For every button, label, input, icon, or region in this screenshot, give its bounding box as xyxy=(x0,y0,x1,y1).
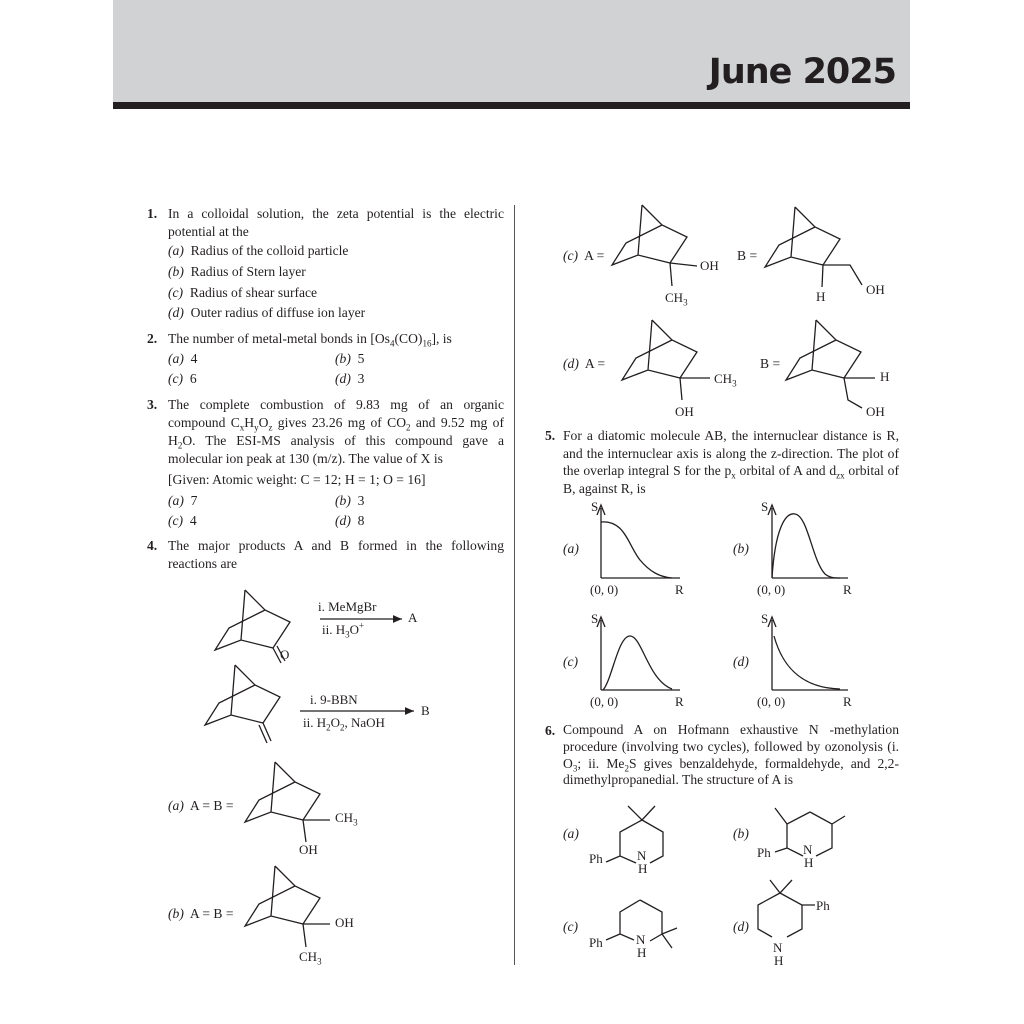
hydrogen-label: H xyxy=(638,861,648,876)
option-a: (a) xyxy=(563,541,579,556)
substituent: $CH_3$ xyxy=(665,290,688,308)
option-a-structure xyxy=(245,762,330,842)
option-c-b-label: B = xyxy=(737,248,758,263)
option-d: (d) xyxy=(733,919,749,934)
option-c: (c) Radius of shear surface xyxy=(168,285,318,300)
option-a: (a) A = B = xyxy=(168,798,234,813)
nitrogen-label: N xyxy=(773,940,783,955)
curve-b xyxy=(772,514,840,578)
nitrogen-label: N xyxy=(637,848,647,863)
substituent: OH xyxy=(675,404,694,419)
question-number: 2. xyxy=(147,331,158,346)
substituent: OH xyxy=(299,842,318,857)
option-a: (a) 4 xyxy=(168,351,198,366)
question-number: 1. xyxy=(147,206,158,221)
carbonyl-oxygen: O xyxy=(280,647,290,662)
reagent-2-below: ii. $H_2O_2$, NaOH xyxy=(303,715,385,733)
question-text: The number of metal-metal bonds in $[Os_4(CO)_{16}]$, is xyxy=(168,331,452,349)
plot-b xyxy=(768,505,848,578)
reagent-1-below: ii. $H_3O^+$ xyxy=(322,620,365,640)
reagent-2-above: i. 9-BBN xyxy=(310,692,358,707)
plot-d xyxy=(768,617,848,690)
curve-a xyxy=(601,522,672,578)
option-c: (c) xyxy=(563,919,579,934)
page-title: June 2025 xyxy=(708,52,896,92)
given-data: [Given: Atomic weight: C = 12; H = 1; O = 16] xyxy=(168,472,426,487)
question-number: 5. xyxy=(545,428,556,443)
option-c: (c) xyxy=(563,654,579,669)
substituent: $CH_3$ xyxy=(714,371,737,389)
option-b: (b) xyxy=(733,826,749,841)
question-number: 3. xyxy=(147,397,158,412)
phenyl-label: Ph xyxy=(589,935,603,950)
curve-d xyxy=(774,636,840,689)
axis-label-r: R xyxy=(843,582,852,597)
methylenenorbornane-structure xyxy=(205,665,280,743)
plot-a xyxy=(597,505,680,578)
axis-label-r: R xyxy=(675,694,684,709)
option-d: (d) 8 xyxy=(335,513,365,528)
reagent-1-above: i. MeMgBr xyxy=(318,599,377,614)
option-b-structure xyxy=(245,866,330,947)
option-c-a-structure xyxy=(612,205,697,286)
origin-label: (0, 0) xyxy=(590,582,619,597)
question-number: 4. xyxy=(147,538,158,553)
substituent: OH xyxy=(866,282,885,297)
option-d-b-structure xyxy=(786,320,875,408)
nitrogen-label: N xyxy=(636,932,646,947)
hydrogen-label: H xyxy=(774,953,784,968)
option-b: (b) 3 xyxy=(335,493,365,508)
product-b: B xyxy=(421,703,430,718)
nitrogen-label: N xyxy=(803,842,813,857)
option-c-b-structure xyxy=(765,207,862,287)
option-d: (d) Outer radius of diffuse ion layer xyxy=(168,305,366,320)
phenyl-label: Ph xyxy=(589,851,603,866)
phenyl-label: Ph xyxy=(816,898,830,913)
option-c-piperidine xyxy=(606,900,677,948)
question-text: The major products A and B formed in the following reactions are xyxy=(168,538,504,571)
option-b: (b) A = B = xyxy=(168,906,234,921)
option-b-piperidine xyxy=(775,808,845,856)
substituent: OH xyxy=(335,915,354,930)
hydrogen-label: H xyxy=(804,855,814,870)
option-d: (d) A = xyxy=(563,356,606,371)
option-a: (a) 7 xyxy=(168,493,198,508)
question-text: For a diatomic molecule AB, the internuclear distance is R, and the internuclear axis is along the z-direction. The plot of the overlap integral S for the $p_x$ orbital of A and $d_{zx}$ orbital of B, against R, is xyxy=(563,428,900,496)
substituent: $CH_3$ xyxy=(299,949,322,967)
origin-label: (0, 0) xyxy=(757,582,786,597)
option-b: (b) 5 xyxy=(335,351,365,366)
question-number: 6. xyxy=(545,723,556,738)
option-c: (c) 4 xyxy=(168,513,197,528)
substituent: OH xyxy=(700,258,719,273)
substituent: OH xyxy=(866,404,885,419)
option-b: (b) xyxy=(733,541,749,556)
question-text: In a colloidal solution, the zeta potential is the electric potential at the xyxy=(168,206,504,239)
option-c: (c) A = xyxy=(563,248,605,263)
origin-label: (0, 0) xyxy=(757,694,786,709)
substituent: $CH_3$ xyxy=(335,810,358,828)
curve-c xyxy=(603,636,672,690)
origin-label: (0, 0) xyxy=(590,694,619,709)
axis-label-r: R xyxy=(675,582,684,597)
option-b: (b) Radius of Stern layer xyxy=(168,264,306,279)
norcamphor-structure xyxy=(215,590,290,663)
axis-label-s: S xyxy=(591,611,599,626)
option-d: (d) 3 xyxy=(335,371,365,386)
question-text: Compound A on Hofmann exhaustive N -methylation procedure (involving two cycles), followed by ozonolysis (i. $O_3$; ii. $Me_2S$ gives benzaldehyde, formaldehyde, and 2,2-dimethylpropanedial. The structure of A is xyxy=(563,722,899,788)
option-a-piperidine xyxy=(606,806,663,863)
axis-label-r: R xyxy=(843,694,852,709)
option-d-b-label: B = xyxy=(760,356,781,371)
option-d: (d) xyxy=(733,654,749,669)
plot-c xyxy=(597,617,680,690)
option-d-piperidine xyxy=(758,880,815,937)
option-d-a-structure xyxy=(622,320,710,400)
option-a: (a) xyxy=(563,826,579,841)
option-c: (c) 6 xyxy=(168,371,197,386)
axis-label-s: S xyxy=(591,499,599,514)
substituent: H xyxy=(880,369,890,384)
axis-label-s: S xyxy=(761,499,769,514)
product-a: A xyxy=(408,610,418,625)
option-a: (a) Radius of the colloid particle xyxy=(168,243,349,258)
question-text: The complete combustion of 9.83 mg of an organic compound $C_xH_yO_z$ gives 23.26 mg of $CO_2$ and 9.52 mg of $H_2O$. The ESI-MS analysis of this compound gave a molecular ion peak at 130 (m/z). The value of X is xyxy=(168,397,504,466)
axis-label-s: S xyxy=(761,611,769,626)
substituent: H xyxy=(816,289,826,304)
hydrogen-label: H xyxy=(637,945,647,960)
phenyl-label: Ph xyxy=(757,845,771,860)
